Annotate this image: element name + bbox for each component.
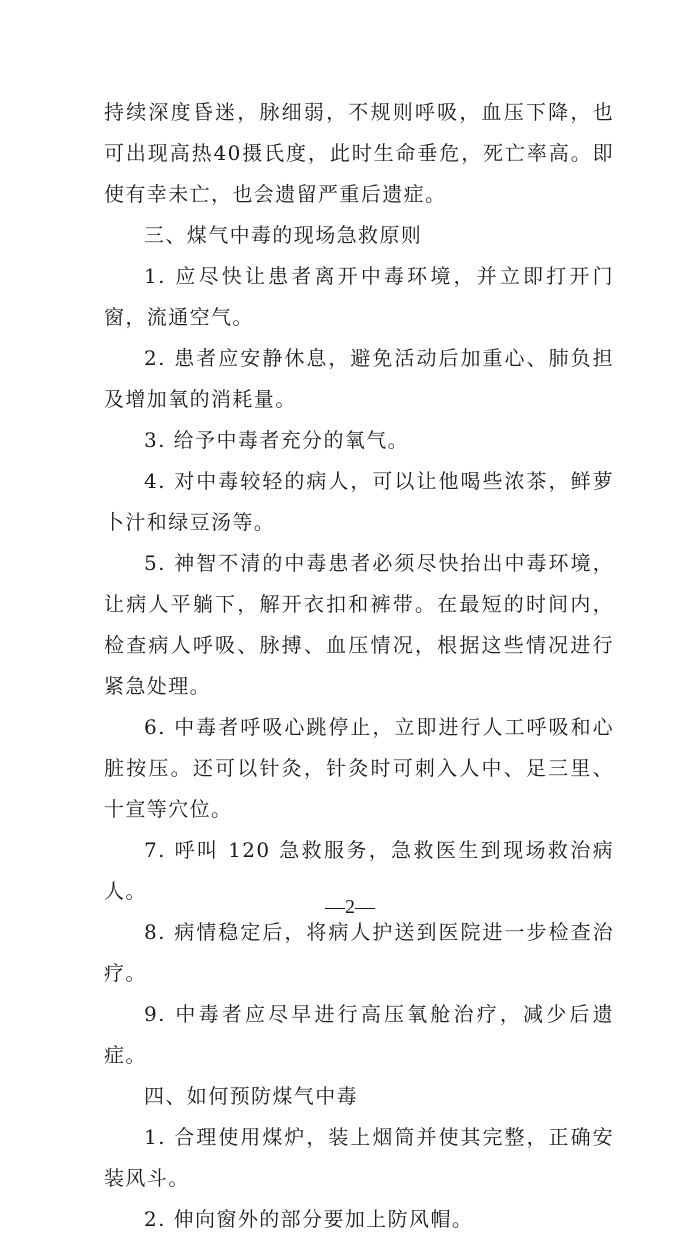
list-item: 1. 合理使用煤炉，装上烟筒并使其完整，正确安装风斗。 xyxy=(104,1125,614,1190)
list-item: 5. 神智不清的中毒患者必须尽快抬出中毒环境，让病人平躺下，解开衣扣和裤带。在最短的时间内，检查病人呼吸、脉搏、血压情况，根据这些情况进行紧急处理。 xyxy=(104,551,614,698)
list-item: 3. 给予中毒者充分的氧气。 xyxy=(144,428,410,452)
list-item: 9. 中毒者应尽早进行高压氧舱治疗，减少后遗症。 xyxy=(104,1002,614,1067)
list-item: 2. 伸向窗外的部分要加上防风帽。 xyxy=(144,1207,474,1231)
list-item: 8. 病情稳定后，将病人护送到医院进一步检查治疗。 xyxy=(104,920,614,985)
list-item: 1. 应尽快让患者离开中毒环境，并立即打开门窗，流通空气。 xyxy=(104,264,614,329)
paragraph-continuation: 持续深度昏迷，脉细弱，不规则呼吸，血压下降，也可出现高热40摄氏度，此时生命垂危，死亡率高。即使有幸未亡，也会遗留严重后遗症。 xyxy=(104,100,614,206)
list-item: 4. 对中毒较轻的病人，可以让他喝些浓茶，鲜萝卜汁和绿豆汤等。 xyxy=(104,469,614,534)
list-item: 6. 中毒者呼吸心跳停止，立即进行人工呼吸和心脏按压。还可以针灸，针灸时可刺入人中、足三里、十宣等穴位。 xyxy=(104,715,614,821)
list-item: 2. 患者应安静休息，避免活动后加重心、肺负担及增加氧的消耗量。 xyxy=(104,346,614,411)
list-item: 7. 呼叫 120 急救服务，急救医生到现场救治病人。 xyxy=(104,838,614,903)
section-heading-4: 四、如何预防煤气中毒 xyxy=(144,1084,358,1108)
page-number: —2— xyxy=(325,896,375,918)
document-body xyxy=(104,92,614,1240)
section-heading-3: 三、煤气中毒的现场急救原则 xyxy=(144,223,423,247)
